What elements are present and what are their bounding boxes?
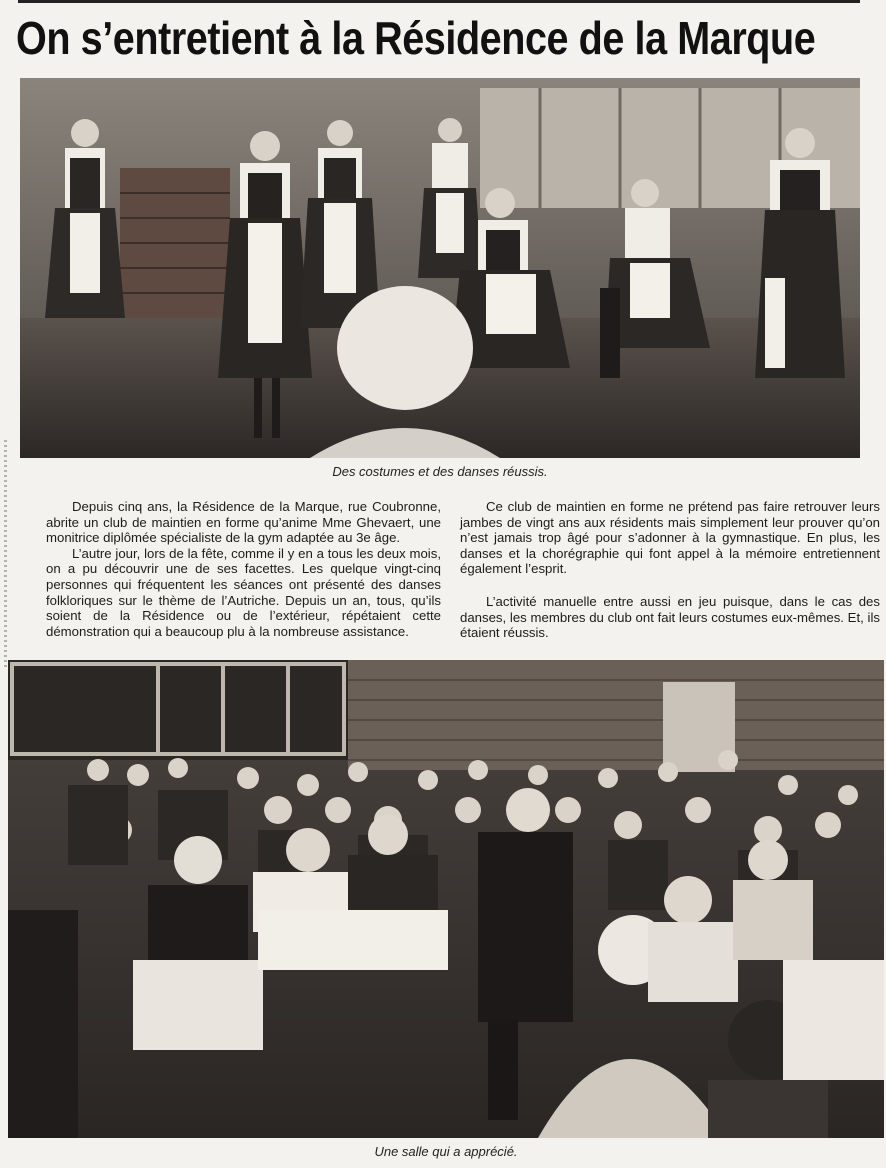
photo-audience xyxy=(8,660,884,1138)
photo-audience-caption: Une salle qui a apprécié. xyxy=(374,1144,518,1159)
article-paragraph: Depuis cinq ans, la Résidence de la Marque, rue Coubronne, abrite un club de maintien en forme qu’anime Mme Ghevaert, une monitrice diplômée spécialiste de la gym adaptée au 3e âge. xyxy=(46,499,441,546)
top-rule xyxy=(18,0,860,3)
article-column-right xyxy=(460,499,880,641)
article-paragraph: L’activité manuelle entre aussi en jeu puisque, dans le cas des danses, les membres du club ont fait leurs costumes eux-mêmes. Et, ils étaient réussis. xyxy=(460,593,880,641)
article-paragraph: Ce club de maintien en forme ne prétend pas faire retrouver leurs jambes de vingt ans aux résidents mais simplement leur prouver qu’on n’est jamais trop âgé pour s’adonner à la gymnastique. En plus, les danses et la chorégraphie qui font appel à la mémoire entretiennent également l’esprit. xyxy=(460,499,880,577)
article-paragraph: L’autre jour, lors de la fête, comme il y en a tous les deux mois, on a pu découvrir une de ses facettes. Les quelque vingt-cinq personnes qui fréquentent les séances ont présenté des danses folkloriques sur le thème de l’Autriche. Depuis un an, tous, qu’ils soient de la Résidence ou de l’extérieur, répétaient cette démonstration qui a beaucoup plu à la nombreuse assistance. xyxy=(46,545,441,639)
headline: On s’entretient à la Résidence de la Marque xyxy=(16,12,816,64)
photo-dancers xyxy=(20,78,860,458)
article-column-left xyxy=(46,499,441,639)
column-edge-rule xyxy=(4,440,7,670)
photo-dancers-caption: Des costumes et des danses réussis. xyxy=(332,464,548,479)
